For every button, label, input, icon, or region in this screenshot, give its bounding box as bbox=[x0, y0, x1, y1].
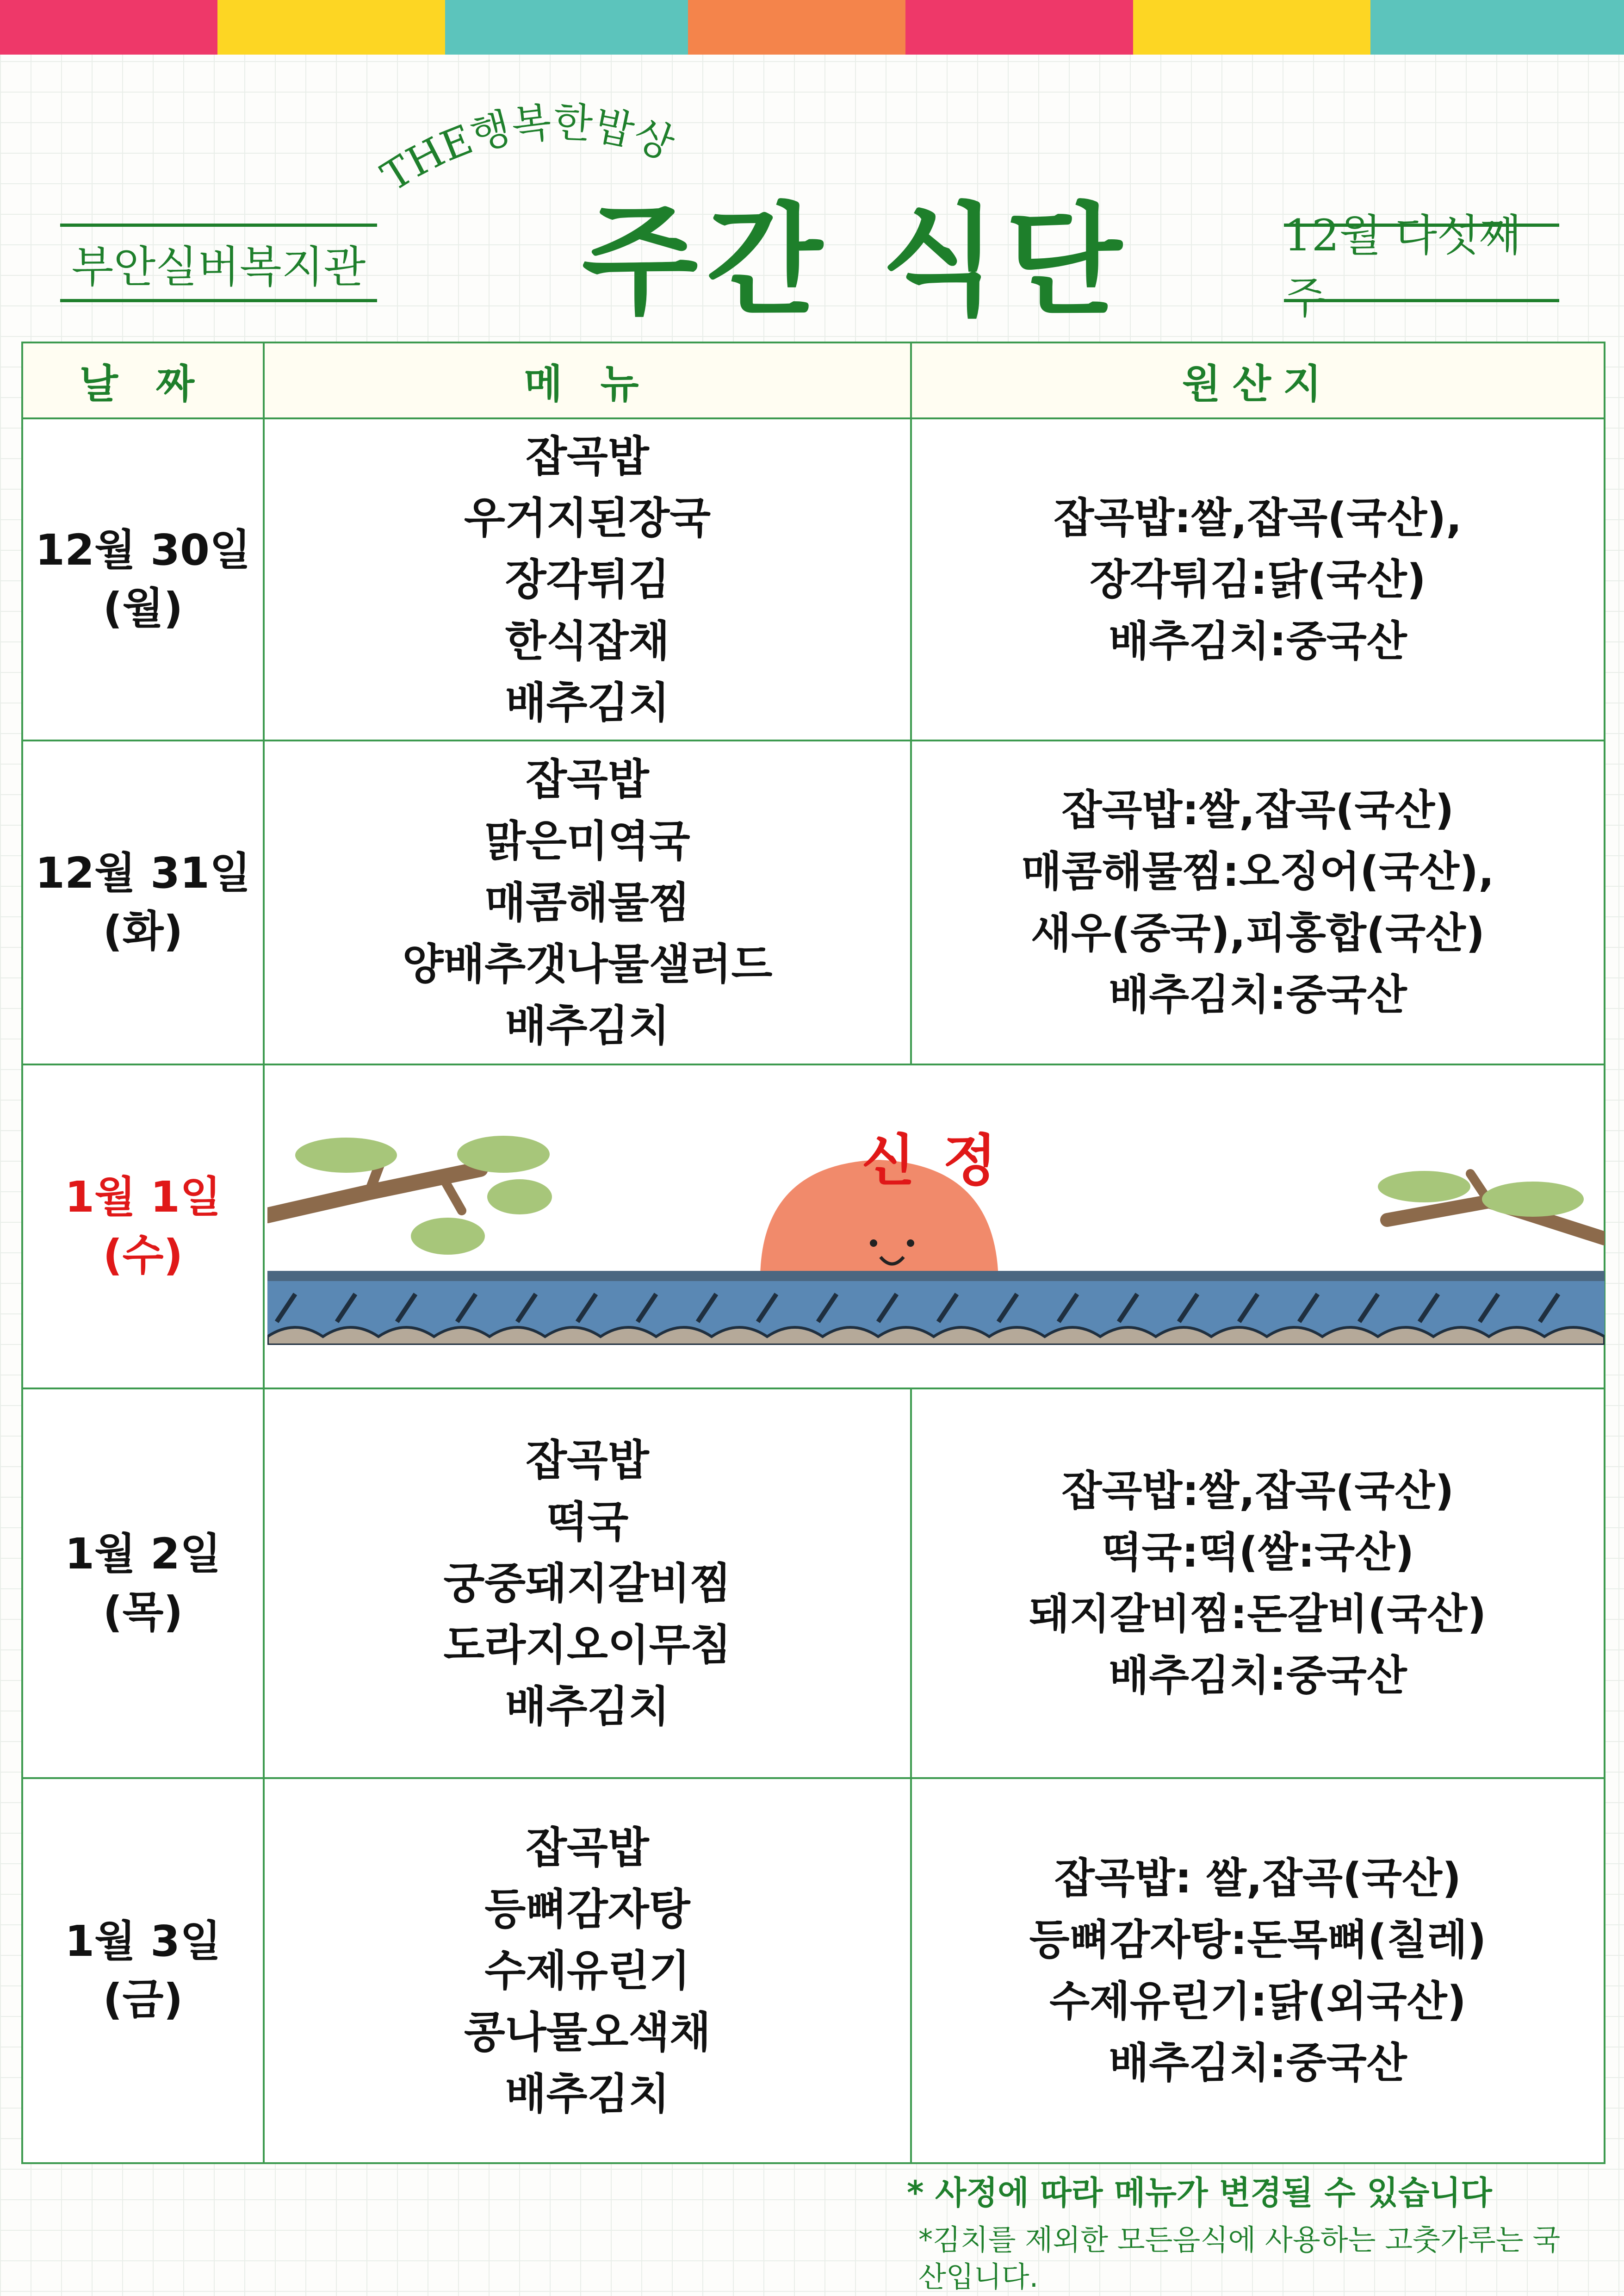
date: 1월 2일 bbox=[65, 1529, 221, 1579]
menu-item: 콩나물오색채 bbox=[464, 2007, 711, 2057]
origin-line: 수제유린기:닭(외국산) bbox=[1049, 1977, 1466, 2026]
menu-cell bbox=[264, 1388, 911, 1778]
menu-item: 장각튀김 bbox=[505, 554, 670, 604]
menu-item: 궁중돼지갈비찜 bbox=[443, 1558, 731, 1608]
origin-line: 돼지갈비찜:돈갈비(국산) bbox=[1029, 1590, 1487, 1638]
holiday-cell bbox=[264, 1064, 1605, 1388]
origin-cell bbox=[911, 740, 1605, 1064]
origin-cell bbox=[911, 1388, 1605, 1778]
date: 12월 30일 bbox=[35, 525, 251, 575]
date: 1월 1일 bbox=[65, 1172, 221, 1222]
table-row bbox=[22, 1778, 1605, 2163]
menu-item: 수제유린기 bbox=[484, 1946, 690, 1996]
menu-item: 맑은미역국 bbox=[484, 816, 690, 866]
date-cell bbox=[22, 740, 264, 1064]
table-row-holiday bbox=[22, 1064, 1605, 1388]
menu-cell bbox=[264, 1778, 911, 2163]
week-label: 12월 다섯째주 bbox=[1284, 224, 1559, 302]
origin-line: 매콤해물찜:오징어(국산), bbox=[1021, 847, 1494, 896]
organization-name: 부안실버복지관 bbox=[60, 224, 377, 302]
origin-line: 잡곡밥:쌀,잡곡(국산) bbox=[1061, 786, 1454, 834]
red-pepper-origin-notice: *김치를 제외한 모든음식에 사용하는 고춧가루는 국산입니다. bbox=[918, 2223, 1561, 2294]
date-cell bbox=[22, 1778, 264, 2163]
origin-line: 배추김치:중국산 bbox=[1109, 971, 1407, 1019]
header-date: 날 짜 bbox=[22, 342, 264, 418]
menu-item: 우거지된장국 bbox=[464, 493, 711, 543]
origin-line: 잡곡밥:쌀,잡곡(국산), bbox=[1054, 493, 1462, 542]
weekday: (금) bbox=[103, 1975, 183, 2024]
menu-item: 배추김치 bbox=[505, 2069, 670, 2119]
menu-item: 한식잡채 bbox=[505, 616, 670, 666]
table-row bbox=[22, 1388, 1605, 1778]
table-row bbox=[22, 740, 1605, 1064]
holiday-label: 신정 bbox=[862, 1129, 1024, 1193]
date-cell bbox=[22, 1064, 264, 1388]
menu-item: 떡국 bbox=[546, 1497, 629, 1547]
origin-line: 떡국:떡(쌀:국산) bbox=[1101, 1528, 1414, 1577]
origin-line: 배추김치:중국산 bbox=[1109, 616, 1407, 666]
date-cell bbox=[22, 418, 264, 740]
origin-line: 배추김치:중국산 bbox=[1109, 1651, 1407, 1700]
origin-line: 배추김치:중국산 bbox=[1109, 2039, 1407, 2087]
menu-item: 잡곡밥 bbox=[526, 1823, 649, 1873]
date: 12월 31일 bbox=[35, 848, 251, 898]
weekday: (화) bbox=[103, 907, 183, 956]
origin-line: 등뼈감자탕:돈목뼈(칠레) bbox=[1029, 1916, 1487, 1964]
menu-item: 잡곡밥 bbox=[526, 1435, 649, 1485]
origin-line: 장각튀김:닭(국산) bbox=[1090, 555, 1426, 604]
menu-cell bbox=[264, 740, 911, 1064]
origin-line: 잡곡밥:쌀,잡곡(국산) bbox=[1061, 1467, 1454, 1515]
weekday: (월) bbox=[103, 584, 183, 633]
weekly-menu-table bbox=[21, 342, 1605, 2164]
origin-line: 새우(중국),피홍합(국산) bbox=[1030, 909, 1485, 958]
menu-item: 잡곡밥 bbox=[526, 754, 649, 804]
brand-text: THE행복한밥상 bbox=[373, 98, 681, 201]
menu-item: 배추김치 bbox=[505, 1681, 670, 1731]
menu-item: 등뼈감자탕 bbox=[484, 1884, 690, 1934]
menu-item: 도라지오이무침 bbox=[443, 1620, 731, 1670]
menu-item: 매콤해물찜 bbox=[484, 877, 690, 927]
menu-cell bbox=[264, 418, 911, 740]
header-menu: 메 뉴 bbox=[264, 342, 911, 418]
menu-item: 배추김치 bbox=[505, 1001, 670, 1051]
origin-line: 잡곡밥: 쌀,잡곡(국산) bbox=[1054, 1854, 1462, 1903]
header-origin: 원산지 bbox=[911, 342, 1605, 418]
menu-change-notice: * 사정에 따라 메뉴가 변경될 수 있습니다 bbox=[907, 2174, 1492, 2212]
weekday: (수) bbox=[103, 1231, 183, 1280]
date: 1월 3일 bbox=[65, 1916, 221, 1966]
origin-cell bbox=[911, 1778, 1605, 2163]
menu-item: 배추김치 bbox=[505, 678, 670, 728]
weekday: (목) bbox=[103, 1587, 183, 1637]
page-title: 주간 식단 bbox=[582, 192, 1130, 331]
origin-cell bbox=[911, 418, 1605, 740]
table-header-row bbox=[22, 342, 1605, 418]
top-color-stripe bbox=[0, 0, 1624, 55]
date-cell bbox=[22, 1388, 264, 1778]
menu-item: 양배추갯나물샐러드 bbox=[402, 939, 773, 989]
table-row bbox=[22, 418, 1605, 740]
menu-item: 잡곡밥 bbox=[526, 431, 649, 481]
